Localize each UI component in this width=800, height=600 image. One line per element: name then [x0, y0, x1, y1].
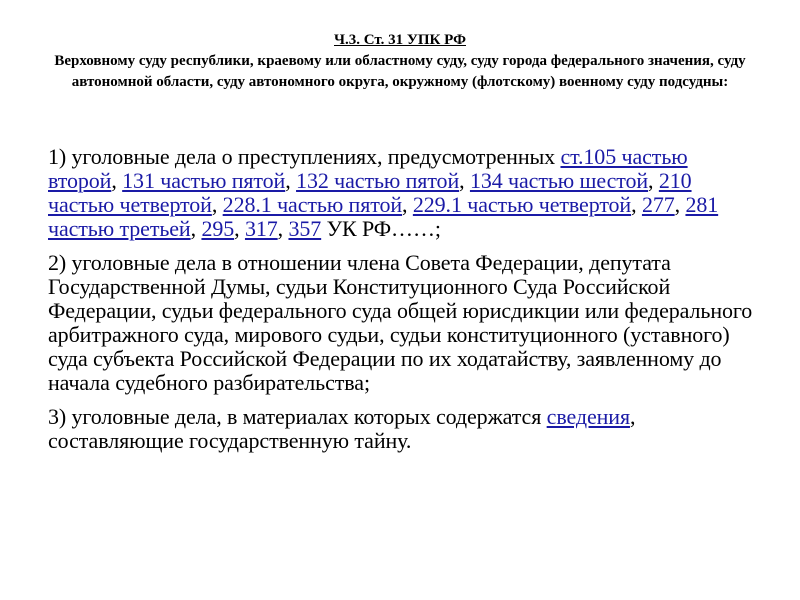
- link-separator: ,: [459, 168, 470, 193]
- law-link-3[interactable]: 132 частью пятой: [296, 168, 460, 193]
- law-link-12[interactable]: 357: [288, 216, 322, 241]
- link-separator: ,: [277, 216, 289, 241]
- list-item-2: 2) уголовные дела в отношении члена Совета Федерации, депутата Государственной Думы, судьи Конституционного Суда Российской Федерации, судьи федерального суда общей юрисдикции или федерального арбитражного суда, мирового судьи, судьи конституционного (уставного) суда субъекта Российской Федерации по их ходатайству, заявленному до начала судебного разбирательства;: [48, 250, 753, 395]
- law-link-10[interactable]: 295: [201, 216, 235, 241]
- link-separator: ,: [674, 192, 686, 217]
- slide-body: [48, 145, 760, 463]
- state-secret-link[interactable]: сведения: [546, 404, 630, 429]
- link-separator: ,: [211, 192, 223, 217]
- law-link-2[interactable]: 131 частью пятой: [122, 168, 286, 193]
- link-separator: ,: [285, 168, 297, 193]
- link-separator: ,: [631, 192, 642, 217]
- law-link-1[interactable]: ст.105 частью второй: [48, 144, 688, 193]
- article-title: Ч.3. Ст. 31 УПК РФ: [334, 32, 466, 48]
- list-item-1: [48, 145, 760, 241]
- jurisdiction-intro: Верховному суду республики, краевому или областному суду, суду города федерального значения, суду автономной области, суду автономного округа, окружному (флотскому) военному суду подсудны:: [54, 53, 746, 90]
- law-link-8[interactable]: 277: [641, 192, 675, 217]
- law-link-7[interactable]: 229.1 частью четвертой: [412, 192, 632, 217]
- law-link-5[interactable]: 210 частью четвертой: [48, 168, 692, 217]
- slide-header: [40, 30, 760, 93]
- law-link-11[interactable]: 317: [244, 216, 278, 241]
- link-separator: ,: [190, 216, 202, 241]
- link-separator: ,: [234, 216, 245, 241]
- item-1-suffix: УК РФ……;: [321, 216, 441, 241]
- item-3-suffix: , составляющие государственную тайну.: [48, 404, 636, 453]
- list-item-3: [48, 405, 760, 453]
- link-separator: ,: [402, 192, 413, 217]
- item-1-prefix: 1) уголовные дела о преступлениях, предусмотренных: [48, 144, 561, 169]
- law-link-9[interactable]: 281 частью третьей: [48, 192, 719, 241]
- law-link-4[interactable]: 134 частью шестой: [469, 168, 649, 193]
- item-3-prefix: 3) уголовные дела, в материалах которых содержатся: [48, 404, 547, 429]
- law-link-6[interactable]: 228.1 частью пятой: [222, 192, 403, 217]
- link-separator: ,: [111, 168, 123, 193]
- link-separator: ,: [648, 168, 659, 193]
